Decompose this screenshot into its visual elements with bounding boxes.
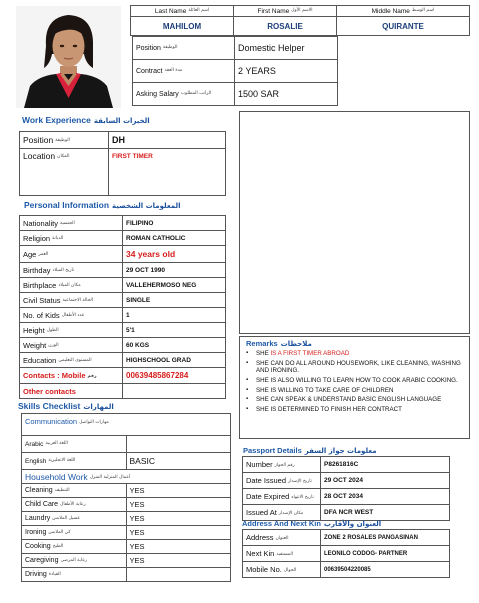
date-expired-label: Date Expired تاريخ الانتهاء [243, 489, 321, 505]
address-title: Address And Next Kin العنوان والأقارب [242, 519, 382, 528]
skills-title: Skills Checklist المهارات [18, 401, 114, 411]
remark-item: ▪ SHE IS WILLING TO TAKE CARE OF CHILDREN [242, 387, 462, 394]
skills-table [21, 413, 231, 582]
remark-item: ▪ SHE IS ALSO WILLING TO LEARN HOW TO COOK ARABIC COOKING. [242, 377, 462, 384]
age-value: 34 years old [123, 246, 226, 263]
passport-table [242, 456, 450, 521]
address-label: Address العنوان [243, 530, 321, 546]
personal-info-table [19, 215, 226, 399]
driving-label: Driving القيادة [22, 568, 127, 582]
nationality-value: FILIPINO [123, 216, 226, 231]
middle-name-header: Middle Name اسم الوسط [337, 6, 470, 17]
age-label: Age العمر [20, 246, 123, 263]
we-location-label: Location المكان [20, 149, 109, 196]
summary-table [132, 36, 338, 106]
work-experience-title: Work Experience الخبرات السابقة [22, 115, 150, 125]
remark-item: ▪ SHE IS A FIRST TIMER ABROAD [242, 350, 462, 357]
we-position-value: DH [109, 132, 226, 149]
candidate-photo-image [16, 6, 121, 108]
date-expired-value: 28 OCT 2034 [321, 489, 450, 505]
weight-label: Weight الوزن [20, 338, 123, 353]
ironing-value: YES [126, 526, 231, 540]
birthplace-value: VALLEHERMOSO NEG [123, 278, 226, 293]
household-header: Household Work أعمال المنزلية المنزل [22, 470, 231, 484]
childcare-label: Child Care رعاية الأطفال [22, 498, 127, 512]
mobile-label: Contacts : Mobile رقم [20, 368, 123, 384]
religion-label: Religion الديانة [20, 231, 123, 246]
arabic-label: Arabic اللغة العربية [22, 436, 127, 453]
remark-item: ▪ SHE CAN DO ALL AROUND HOUSEWORK, LIKE CLEANING, WASHING AND IRONING. [242, 360, 462, 374]
first-name-value: ROSALIE [234, 17, 337, 36]
education-label: Education المستوى التعليمي [20, 353, 123, 368]
mobile-value: 00639485867284 [123, 368, 226, 384]
other-contacts-value [123, 384, 226, 399]
caregiving-value: YES [126, 554, 231, 568]
cleaning-value: YES [126, 484, 231, 498]
kids-value: 1 [123, 308, 226, 323]
remark-item: ▪ SHE IS DETERMINED TO FINISH HER CONTRACT [242, 406, 462, 413]
driving-value [126, 568, 231, 582]
height-label: Height الطول [20, 323, 123, 338]
ironing-label: Ironing كي الملابس [22, 526, 127, 540]
civil-status-label: Civil Status الحالة الاجتماعية [20, 293, 123, 308]
remarks-title: Remarks ملاحظات [246, 339, 312, 348]
work-experience-table [19, 131, 226, 196]
laundry-value: YES [126, 512, 231, 526]
passport-number-label: Number رقم الجواز [243, 457, 321, 473]
laundry-label: Laundry غسيل الملابس [22, 512, 127, 526]
salary-label: Asking Salary الراتب المطلوب [133, 83, 235, 106]
address-table [242, 529, 450, 578]
address-value: ZONE 2 ROSALES PANGASINAN [321, 530, 450, 546]
remark-item: ▪ SHE CAN SPEAK & UNDERSTAND BASIC ENGLISH LANGUAGE [242, 396, 462, 403]
middle-name-value: QUIRANTE [337, 17, 470, 36]
remarks-list [242, 350, 462, 416]
childcare-value: YES [126, 498, 231, 512]
date-issued-value: 29 OCT 2024 [321, 473, 450, 489]
issued-at-label: Issued At مكان الإصدار [243, 505, 321, 521]
caregiving-label: Caregiving رعاية المرضى [22, 554, 127, 568]
position-value: Domestic Helper [235, 37, 338, 60]
other-contacts-label: Other contacts [20, 384, 123, 399]
mobile-no-label: Mobile No. الجوال [243, 562, 321, 578]
next-kin-label: Next Kin المستفيد [243, 546, 321, 562]
first-name-header: First Name الاسم الأول [234, 6, 337, 17]
cleaning-label: Cleaning التنظيف [22, 484, 127, 498]
last-name-header: Last Name اسم العائلة [131, 6, 234, 17]
education-value: HIGHSCHOOL GRAD [123, 353, 226, 368]
civil-status-value: SINGLE [123, 293, 226, 308]
cooking-label: Cooking الطبخ [22, 540, 127, 554]
full-body-photo-box [239, 111, 470, 334]
candidate-photo [16, 6, 121, 108]
passport-title: Passport Details معلومات جواز السفر [243, 446, 377, 455]
remarks-box [239, 336, 470, 439]
weight-value: 60 KGS [123, 338, 226, 353]
religion-value: ROMAN CATHOLIC [123, 231, 226, 246]
salary-value: 1500 SAR [235, 83, 338, 106]
birthplace-label: Birthplace مكان الميلاد [20, 278, 123, 293]
birthday-label: Birthday تاريخ الميلاد [20, 263, 123, 278]
contract-label: Contract مدة العقد [133, 60, 235, 83]
communication-header: Communication مهارات التواصل [22, 414, 231, 436]
names-table [130, 5, 470, 36]
kids-label: No. of Kids عدد الأطفال [20, 308, 123, 323]
last-name-value: MAHILOM [131, 17, 234, 36]
birthday-value: 29 OCT 1990 [123, 263, 226, 278]
mobile-no-value: 00639504220085 [321, 562, 450, 578]
issued-at-value: DFA NCR WEST [321, 505, 450, 521]
personal-info-title: Personal Information المعلومات الشخصية [24, 200, 181, 210]
next-kin-value: LEONILO CODOG- PARTNER [321, 546, 450, 562]
english-label: English اللغة الانجليزية [22, 453, 127, 470]
cooking-value: YES [126, 540, 231, 554]
position-label: Position الوظيفة [133, 37, 235, 60]
passport-number-value: P8261816C [321, 457, 450, 473]
english-value: BASIC [126, 453, 231, 470]
arabic-value [126, 436, 231, 453]
we-position-label: Position الوظيفة [20, 132, 109, 149]
date-issued-label: Date Issued تاريخ الإصدار [243, 473, 321, 489]
nationality-label: Nationality الجنسية [20, 216, 123, 231]
contract-value: 2 YEARS [235, 60, 338, 83]
height-value: 5'1 [123, 323, 226, 338]
we-location-value: FIRST TIMER [109, 149, 226, 196]
